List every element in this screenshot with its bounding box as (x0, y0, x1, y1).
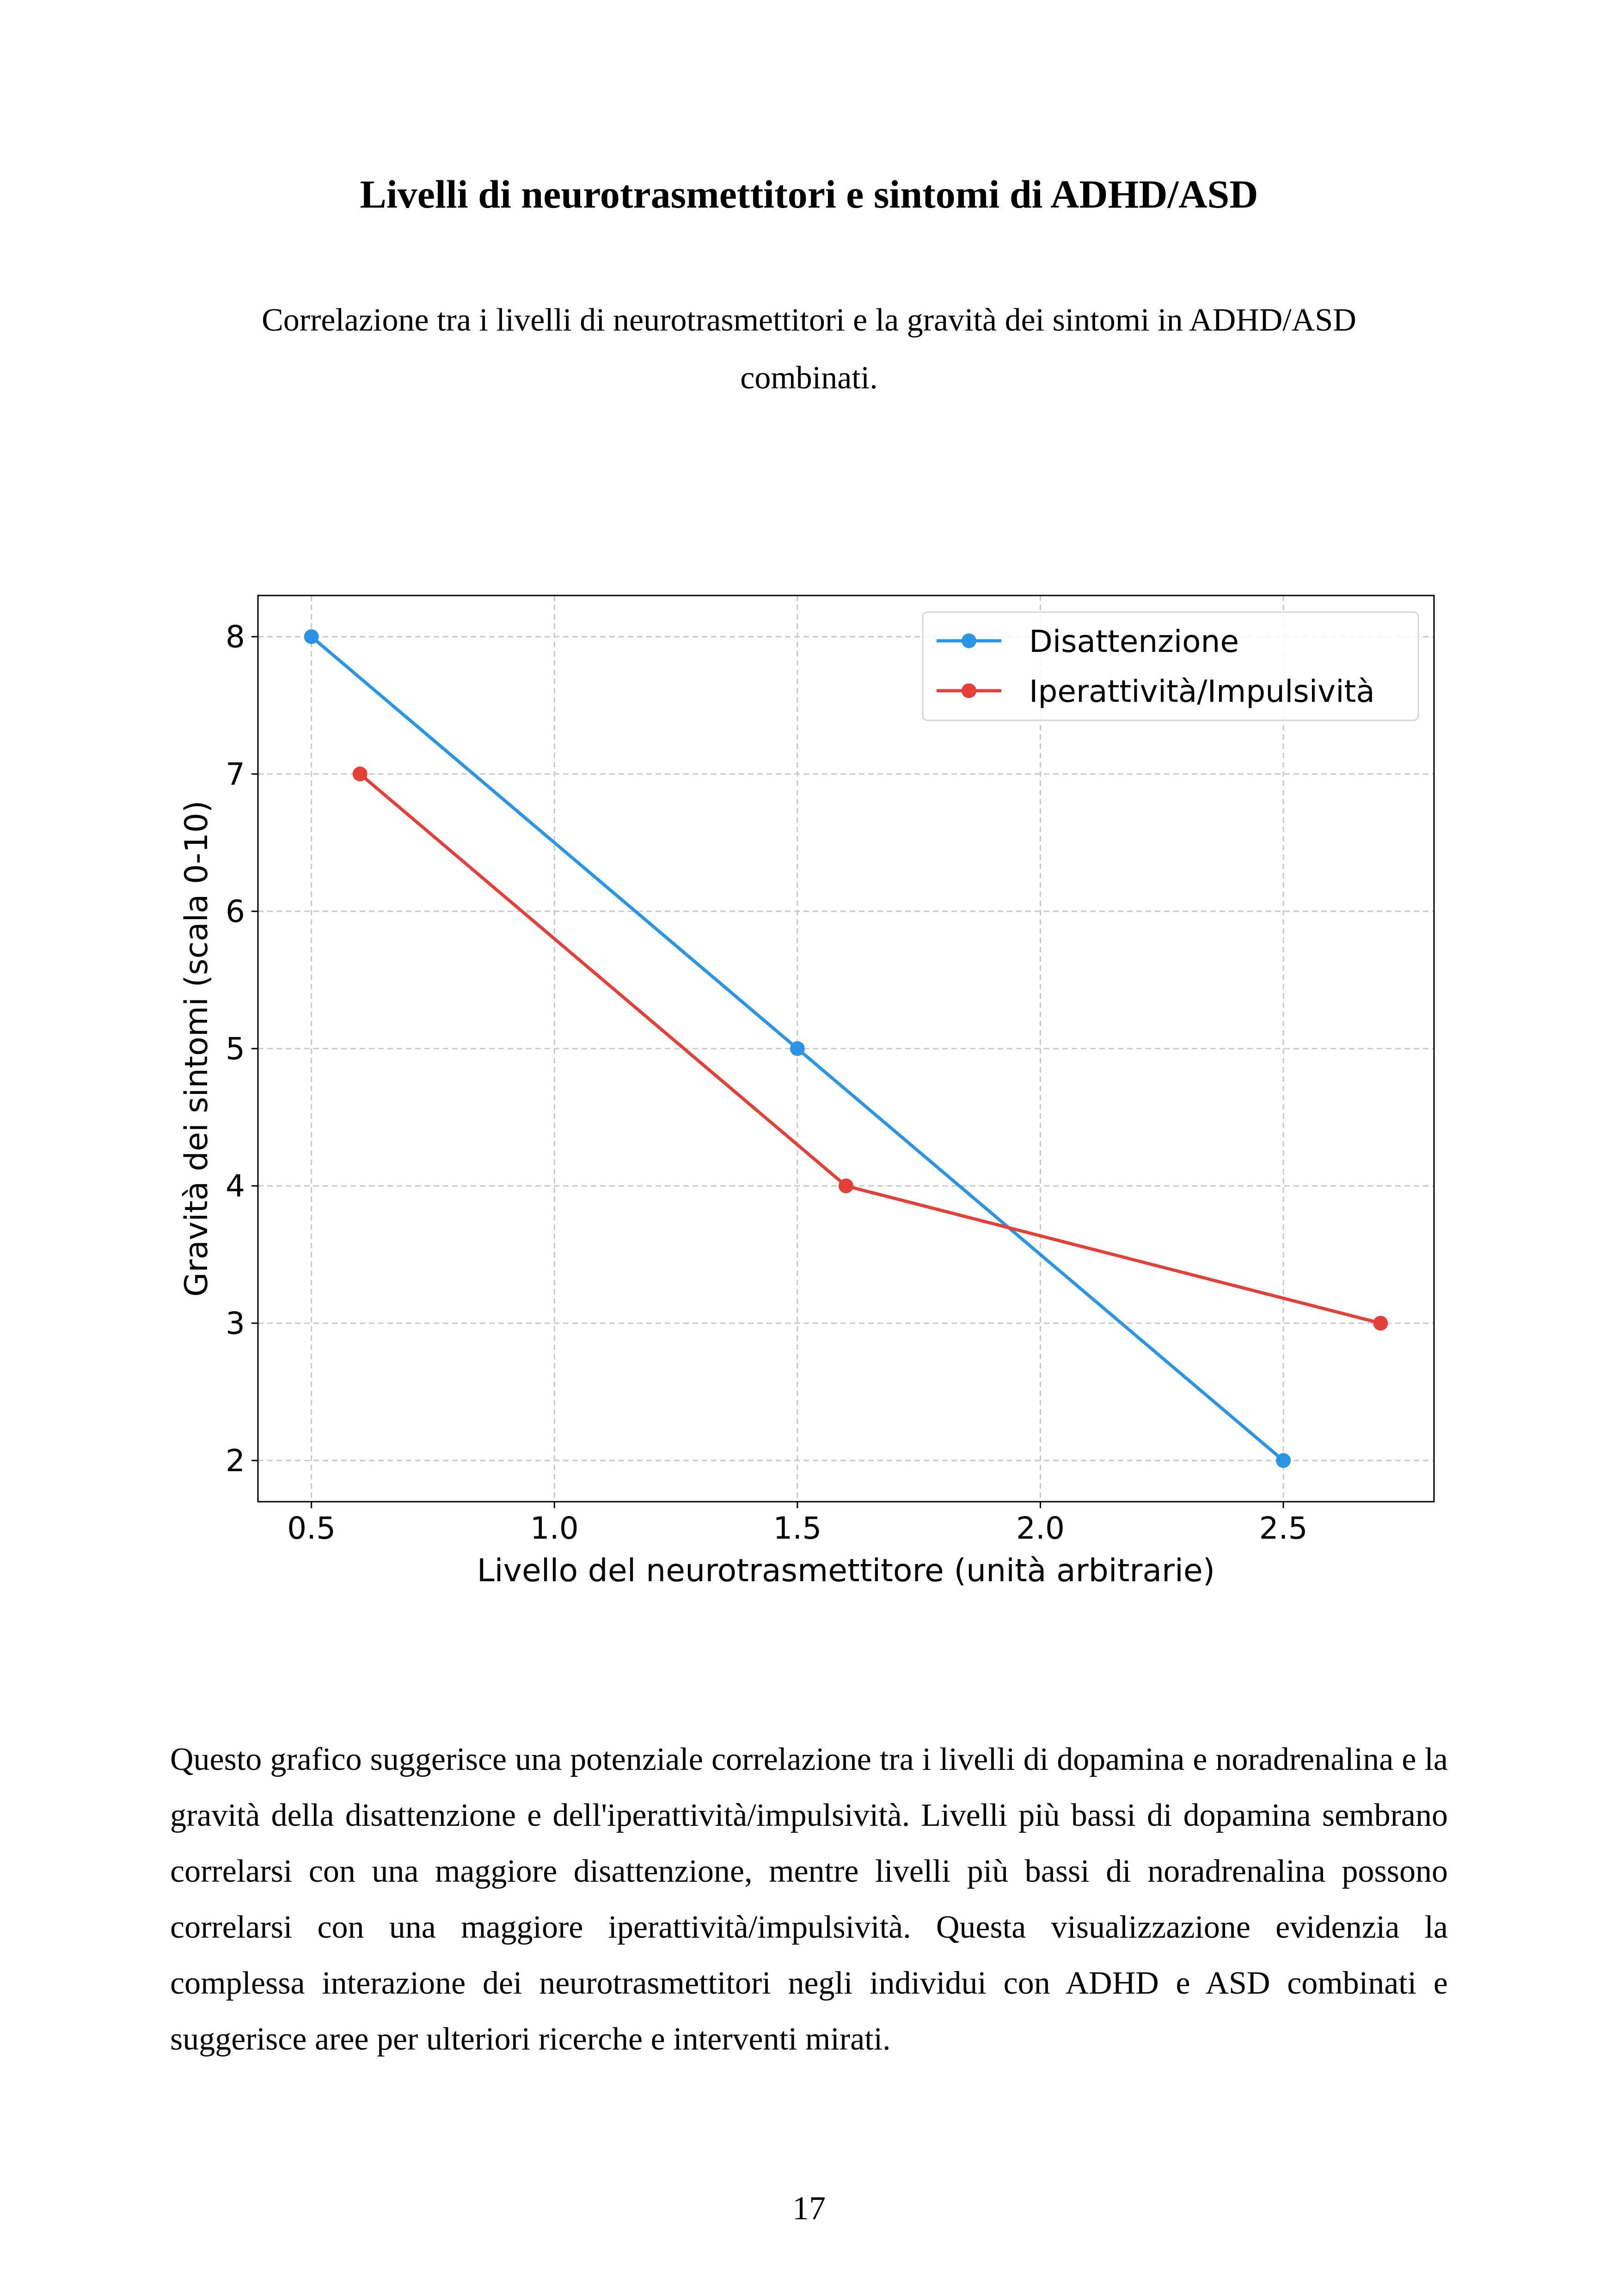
figure-caption: Correlazione tra i livelli di neurotrasmettitori e la gravità dei sintomi in ADHD/ASD combinati. (262, 302, 1356, 396)
data-point (304, 629, 319, 644)
legend-label: Disattenzione (1029, 624, 1239, 659)
y-tick-label: 8 (226, 619, 245, 655)
data-point (1276, 1453, 1291, 1468)
x-tick-label: 1.5 (773, 1510, 822, 1546)
body-paragraph: Questo grafico suggerisce una potenziale correlazione tra i livelli di dopamina e noradrenalina e la gravità della disattenzione e dell'iperattività/impulsività. Livelli più bassi di dopamina sembrano correlarsi con una maggiore disattenzione, mentre livelli più bassi di noradrenalina possono correlarsi con una maggiore iperattività/impulsività. Questa visualizzazione evidenzia la complessa interazione dei neurotrasmettitori negli individui con ADHD e ASD combinati e suggerisce aree per ulteriori ricerche e interventi mirati. (170, 1742, 1448, 2057)
data-point (790, 1041, 805, 1056)
data-point (839, 1179, 853, 1193)
x-tick-label: 1.0 (530, 1510, 579, 1546)
y-axis-label: Gravità dei sintomi (scala 0-10) (178, 800, 215, 1297)
data-point (353, 767, 368, 781)
x-tick-label: 2.5 (1259, 1510, 1308, 1546)
page-number: 17 (792, 2190, 826, 2227)
legend-swatch-marker (962, 683, 976, 698)
y-tick-label: 2 (226, 1443, 245, 1479)
x-tick-label: 2.0 (1016, 1510, 1065, 1546)
line-chart (176, 583, 1470, 1600)
y-tick-label: 7 (226, 756, 245, 792)
data-point (1373, 1316, 1388, 1331)
y-tick-label: 6 (226, 894, 245, 930)
page-title: Livelli di neurotrasmettitori e sintomi di ADHD/ASD (360, 172, 1258, 216)
legend (923, 612, 1418, 720)
x-axis-label: Livello del neurotrasmettitore (unità arbitrarie) (477, 1553, 1215, 1589)
x-tick-label: 0.5 (287, 1510, 336, 1546)
legend-swatch-marker (962, 633, 976, 648)
y-tick-label: 3 (226, 1305, 245, 1341)
y-tick-label: 4 (226, 1168, 245, 1204)
legend-label: Iperattività/Impulsività (1029, 674, 1375, 709)
y-tick-label: 5 (226, 1031, 245, 1067)
